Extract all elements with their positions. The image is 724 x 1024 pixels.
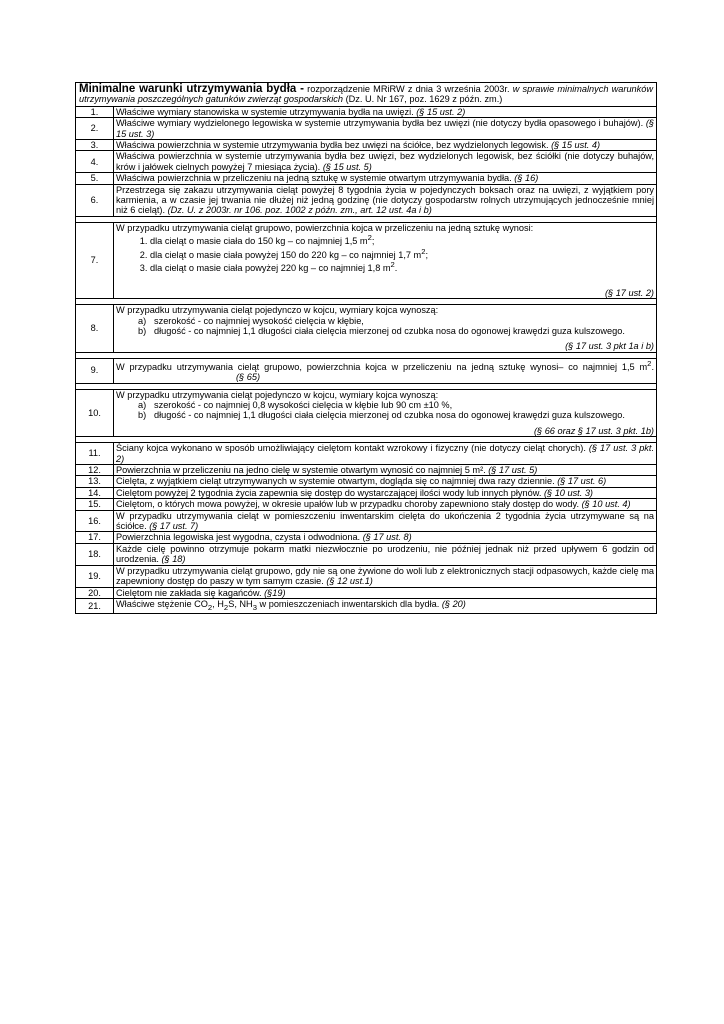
- table-row: [76, 106, 657, 117]
- requirement-text: W przypadku utrzymywania cieląt grupowo, powierzchnia kojca w przeliczeniu na jedną sztukę wynosi:: [116, 222, 534, 233]
- row-text-cell: [114, 510, 657, 532]
- regulation-text: rozporządzenie MRiRW z dnia 3 września 2003r.: [303, 84, 513, 94]
- row-number: 21.: [76, 598, 114, 613]
- superscript: 2: [367, 233, 372, 243]
- item-label: b): [138, 325, 147, 336]
- row-number: 19.: [76, 565, 114, 587]
- row-number: 14.: [76, 487, 114, 498]
- requirement-text: Właściwe stężenie CO: [116, 598, 208, 609]
- legal-reference: (Dz. U. z 2003r. nr 106. poz. 1002 z późn. zm., art. 12 ust. 4a i b): [167, 205, 432, 216]
- legal-reference: (§ 10 ust. 3): [543, 487, 593, 498]
- row-text-cell: [114, 487, 657, 498]
- item-end: ;: [371, 236, 375, 247]
- table-row: [76, 532, 657, 543]
- requirement-text: Właściwe wymiary stanowiska w systemie utrzymywania bydła na uwięzi.: [116, 106, 414, 117]
- list-item: [138, 400, 654, 410]
- blank-line: [116, 274, 654, 288]
- regulation-citation: (Dz. U. Nr 167, poz. 1629 z późn. zm.): [343, 94, 503, 105]
- row-number: 17.: [76, 532, 114, 543]
- item-label: b): [138, 410, 147, 421]
- requirement-text: W przypadku utrzymywania cieląt pojedynczo w kojcu, wymiary kojca wynoszą:: [116, 305, 439, 316]
- table-row: [76, 151, 657, 173]
- table-row: [76, 487, 657, 498]
- row-number: 9.: [76, 358, 114, 383]
- list-item: [150, 247, 654, 260]
- legal-reference: (§ 15 ust. 2): [416, 106, 466, 117]
- item-text: długość - co najmniej 1,1 długości ciała cielęcia mierzonej od czubka nosa do ogonowej krawędzi guza kulszowego.: [154, 410, 625, 421]
- table-row: [76, 543, 657, 565]
- requirement-text: Cielętom, o których mowa powyżej, w okresie upałów lub w przypadku choroby zapewniono stały dostęp do wody.: [116, 499, 580, 510]
- table-row: [76, 184, 657, 216]
- legal-reference: (§19): [264, 587, 286, 598]
- row-number: 10.: [76, 389, 114, 437]
- legal-reference: (§ 17 ust. 8): [362, 532, 412, 543]
- legal-reference: (§ 17 ust. 3 pkt. 2): [116, 443, 654, 464]
- item-text: dla cieląt o masie ciała do 150 kg – co najmniej 1,5 m: [150, 236, 368, 247]
- list-item: [138, 315, 654, 326]
- row-number: 4.: [76, 151, 114, 173]
- table-row: [76, 510, 657, 532]
- table-row: [76, 305, 657, 353]
- requirement-text: Powierzchnia w przeliczeniu na jedno cielę w systemie otwartym wynosić co najmniej 5 m².: [116, 465, 486, 476]
- numbered-list: [116, 233, 654, 273]
- table-row: [76, 499, 657, 510]
- row-number: 6.: [76, 184, 114, 216]
- row-number: 13.: [76, 476, 114, 487]
- legal-reference: (§ 66 oraz § 17 ust. 3 pkt. 1b): [533, 425, 654, 436]
- row-text-cell: [114, 476, 657, 487]
- lettered-list: [116, 316, 654, 337]
- row-text-cell: [114, 532, 657, 543]
- requirement-text: Właściwa powierzchnia w systemie utrzymywania bydła bez uwięzi na ściółce, bez wydzielonych legowisk.: [116, 140, 549, 151]
- legal-reference: (§ 17 ust. 6): [557, 476, 607, 487]
- legal-reference: (§ 15 ust. 5): [322, 161, 372, 172]
- row-text-cell: [114, 140, 657, 151]
- lettered-list: [116, 400, 654, 421]
- document-title: Minimalne warunki utrzymywania bydła -: [79, 83, 304, 95]
- table-row: [76, 173, 657, 184]
- item-text: dla cieląt o masie ciała powyżej 220 kg – co najmniej 1,8 m: [150, 263, 391, 274]
- header-cell: [76, 83, 657, 107]
- item-text: szerokość - co najmniej 0,8 wysokości cielęcia w kłębie lub 90 cm ±10 %,: [154, 400, 453, 410]
- row-text-cell: [114, 565, 657, 587]
- row-text-cell: [114, 587, 657, 598]
- item-text: szerokość - co najmniej wysokość cielęcia w kłębie,: [154, 315, 364, 326]
- table-row: [76, 443, 657, 465]
- requirement-text: Cielętom nie zakłada się kagańców.: [116, 587, 262, 598]
- requirement-text: Przestrzega się zakazu utrzymywania cieląt powyżej 8 tygodnia życia w pojedynczych boksach oraz na uwięzi, z wyjątkiem pory karmienia, a w czasie jej trwania nie dłużej niż jedną godzinę (nie dotyczy gospodarstw rolnych utrzymujących jednocześnie mniej niż 6 cieląt).: [116, 184, 654, 216]
- list-item: [150, 233, 654, 246]
- row-number: 7.: [76, 222, 114, 298]
- table-row: [76, 389, 657, 437]
- row-number: 18.: [76, 543, 114, 565]
- item-text: długość - co najmniej 1,1 długości ciała cielęcia mierzonej od czubka nosa do ogonowej krawędzi guza kulszowego.: [154, 325, 625, 336]
- requirement-text: W przypadku utrzymywania cieląt w pomieszczeniu inwentarskim cielęta do ukończenia 2 tygodnia życia utrzymywane są na ściółce.: [116, 510, 654, 532]
- requirement-text: , H: [212, 598, 224, 609]
- subscript: 2: [207, 602, 213, 612]
- row-text-cell: [114, 499, 657, 510]
- item-end: .: [394, 263, 398, 274]
- superscript: 2: [647, 358, 652, 368]
- row-number: 3.: [76, 140, 114, 151]
- row-number: 16.: [76, 510, 114, 532]
- legal-reference: (§ 20): [441, 598, 466, 609]
- row-number: 15.: [76, 499, 114, 510]
- row-number: 20.: [76, 587, 114, 598]
- requirement-text: Cielęta, z wyjątkiem cieląt utrzymywanych w systemie otwartym, dogląda się co najmniej dwa razy dziennie.: [116, 476, 555, 487]
- requirement-text: Właściwa powierzchnia w systemie utrzymywania bydła bez uwięzi, bez wydzielonych legowisk, bez ściółki (nie dotyczy buhajów, krów i jałówek cielnych powyżej 7 miesiąca życia).: [116, 151, 654, 172]
- row-text-cell: [114, 465, 657, 476]
- legal-reference: (§ 17 ust. 3 pkt 1a i b): [565, 341, 654, 352]
- legal-reference: (§ 18): [161, 554, 186, 565]
- item-label: a): [138, 400, 147, 410]
- table-row: [76, 598, 657, 613]
- legal-reference: (§ 65): [236, 372, 261, 383]
- row-text-cell: [114, 173, 657, 184]
- table-row: [76, 222, 657, 298]
- subscript: 2: [223, 602, 229, 612]
- legal-reference: (§ 15 ust. 4): [551, 140, 601, 151]
- requirement-text: Każde cielę powinno otrzymuje pokarm matki niezwłocznie po urodzeniu, nie później jednak niż przed upływem 6 godzin od urodzenia.: [116, 543, 654, 565]
- subscript: 3: [252, 602, 257, 612]
- requirement-text: Ściany kojca wykonano w sposób umożliwiający cielętom kontakt wzrokowy i fizyczny (nie dotyczy cieląt chorych).: [116, 443, 586, 454]
- requirement-text: Właściwe wymiary wydzielonego legowiska w systemie utrzymywania bydła bez uwięzi (nie dotyczy bydła opasowego i buhajów).: [116, 118, 644, 129]
- requirement-text: S, NH: [228, 598, 253, 609]
- legal-reference: (§ 12 ust.1): [326, 576, 373, 587]
- table-row: [76, 565, 657, 587]
- row-text-cell: [114, 305, 657, 353]
- superscript: 2: [421, 246, 426, 256]
- legal-reference: (§ 16): [514, 173, 539, 184]
- superscript: 2: [390, 260, 395, 270]
- row-text-cell: [114, 118, 657, 140]
- legal-reference: (§ 17 ust. 7): [149, 521, 199, 532]
- row-text-cell: [114, 106, 657, 117]
- row-number: 11.: [76, 443, 114, 465]
- legal-reference: (§ 10 ust. 4): [581, 499, 631, 510]
- requirement-text: W przypadku utrzymywania cieląt grupowo, powierzchnia kojca w przeliczeniu na jedną sztukę wynosi– co najmniej 1,5 m: [116, 361, 648, 372]
- table-row: [76, 465, 657, 476]
- legal-reference: (§ 17 ust. 5): [488, 465, 538, 476]
- list-item: [138, 325, 654, 336]
- requirement-text: Powierzchnia legowiska jest wygodna, czysta i odwodniona.: [116, 532, 361, 543]
- row-text-cell: [114, 543, 657, 565]
- row-number: 12.: [76, 465, 114, 476]
- requirements-table: [75, 82, 657, 614]
- row-text-cell: [114, 184, 657, 216]
- header-row: [76, 83, 657, 107]
- table-row: [76, 358, 657, 383]
- row-number: 8.: [76, 305, 114, 353]
- requirement-text: w pomieszczeniach inwentarskich dla bydła.: [256, 598, 440, 609]
- table-row: [76, 476, 657, 487]
- row-text-cell: [114, 358, 657, 383]
- regulation-subject: w sprawie minimalnych warunków utrzymywania poszczególnych gatunków zwierząt gospodarskich: [79, 84, 654, 105]
- table-row: [76, 587, 657, 598]
- list-item: [138, 410, 654, 421]
- legal-reference: (§ 17 ust. 2): [604, 287, 654, 298]
- list-item: [150, 260, 654, 273]
- requirement-text: W przypadku utrzymywania cieląt grupowo, gdy nie są one żywione do woli lub z elektronicznych stacji odpasowych, każde cielę ma zapewniony dostęp do paszy w tym samym czasie.: [116, 565, 654, 587]
- legal-reference: (§ 15 ust. 3): [116, 118, 654, 139]
- item-label: a): [138, 315, 147, 326]
- table-row: [76, 140, 657, 151]
- row-text-cell: [114, 222, 657, 298]
- row-text-cell: [114, 389, 657, 437]
- table-row: [76, 118, 657, 140]
- requirement-text: W przypadku utrzymywania cieląt pojedynczo w kojcu, wymiary kojca wynoszą:: [116, 389, 439, 400]
- text-end: .: [651, 361, 654, 372]
- row-number: 5.: [76, 173, 114, 184]
- requirement-text: Właściwa powierzchnia w przeliczeniu na jedną sztukę w systemie otwartym utrzymywania bydła.: [116, 173, 512, 184]
- row-text-cell: [114, 598, 657, 613]
- row-text-cell: [114, 443, 657, 465]
- requirement-text: Cielętom powyżej 2 tygodnia życia zapewnia się dostęp do wystarczającej ilości wody lub innych płynów.: [116, 487, 542, 498]
- item-end: ;: [425, 249, 429, 260]
- row-number: 2.: [76, 118, 114, 140]
- row-text-cell: [114, 151, 657, 173]
- row-number: 1.: [76, 106, 114, 117]
- item-text: dla cieląt o masie ciała powyżej 150 do 220 kg – co najmniej 1,7 m: [150, 249, 422, 260]
